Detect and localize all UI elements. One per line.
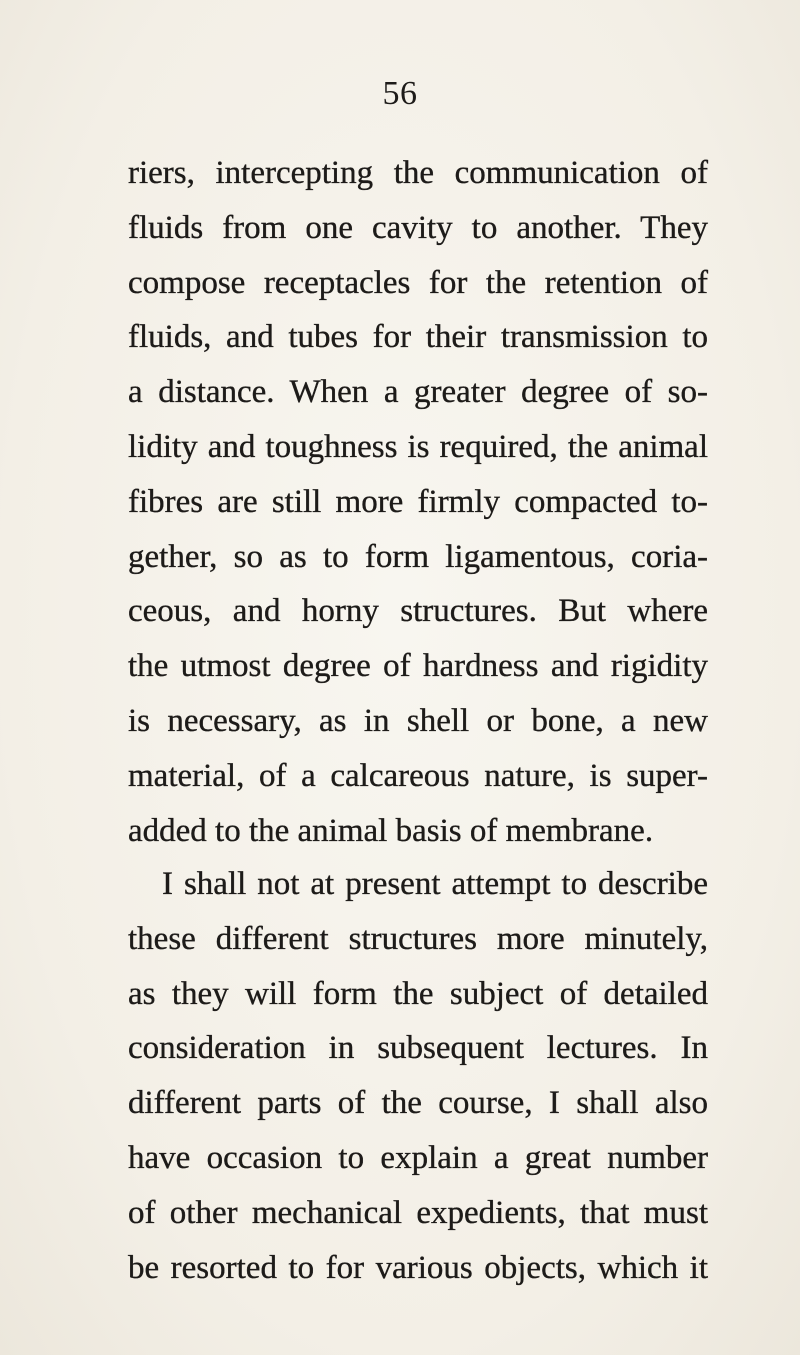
text-line: lidity and toughness is required, the animal [128, 428, 708, 465]
text-line: be resorted to for various objects, which it [128, 1249, 708, 1286]
text-line: compose receptacles for the retention of [128, 264, 708, 301]
text-line: is necessary, as in shell or bone, a new [128, 702, 708, 739]
text-line: as they will form the subject of detailed [128, 975, 708, 1012]
text-line: a distance. When a greater degree of so- [128, 374, 708, 411]
text-line: I shall not at present attempt to describe [162, 866, 708, 902]
text-line: of other mechanical expedients, that must [128, 1194, 708, 1231]
text-line: material, of a calcareous nature, is super- [128, 757, 708, 794]
text-line: fibres are still more firmly compacted to- [128, 483, 708, 520]
text-line: have occasion to explain a great number [128, 1139, 708, 1176]
text-line: consideration in subsequent lectures. In [128, 1030, 708, 1067]
text-line: fluids from one cavity to another. They [128, 209, 708, 246]
text-line: these different structures more minutely, [128, 920, 708, 957]
text-line: the utmost degree of hardness and rigidity [128, 648, 708, 685]
text-line: different parts of the course, I shall also [128, 1085, 708, 1122]
text-line: fluids, and tubes for their transmission to [128, 319, 708, 356]
text-line: added to the animal basis of membrane. [128, 812, 654, 849]
paragraph-1 [128, 146, 708, 858]
text-line: ceous, and horny structures. But where [128, 593, 708, 630]
paragraph-2 [128, 857, 708, 1295]
text-line: gether, so as to form ligamentous, coria- [128, 538, 708, 575]
text-line: riers, intercepting the communication of [128, 155, 708, 191]
page-number: 56 [382, 75, 418, 112]
